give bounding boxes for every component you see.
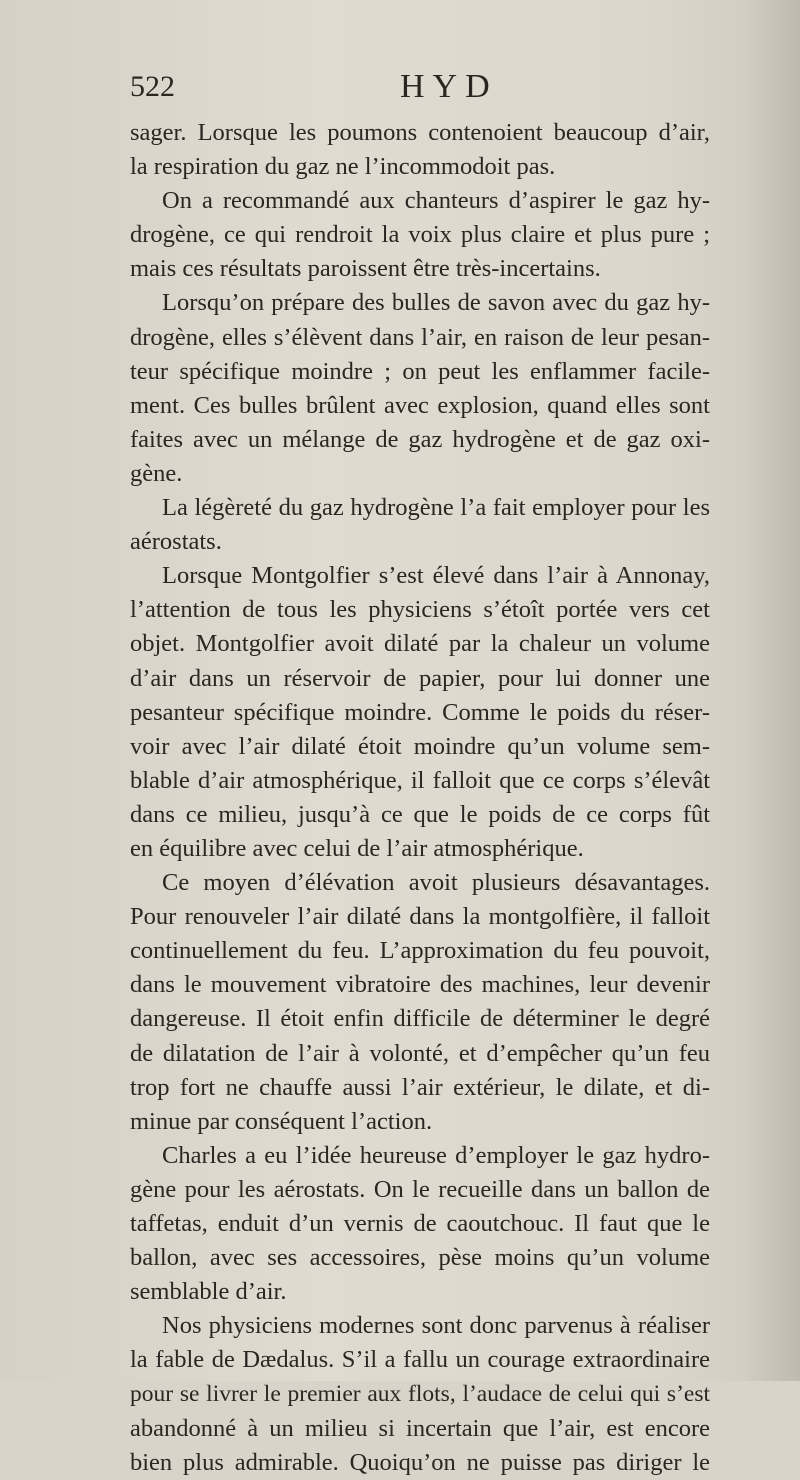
text-line: Lorsque Montgolfier s’est élevé dans l’air à Annonay, [162, 562, 710, 590]
page-edge-shadow [740, 0, 800, 1381]
text-line: Lorsqu’on prépare des bulles de savon avec du gaz hy- [162, 289, 710, 317]
text-line: bien plus admirable. Quoiqu’on ne puisse pas diriger le [130, 1448, 710, 1476]
text-line: blable d’air atmosphérique, il falloit que ce corps s’élevât [130, 766, 710, 794]
text-line: ballon, avec ses accessoires, pèse moins qu’un volume [130, 1244, 710, 1272]
text-line: gène. [130, 459, 183, 487]
text-line: continuellement du feu. L’approximation du feu pouvoit, [130, 937, 710, 965]
text-line: taffetas, enduit d’un vernis de caoutchouc. Il faut que le [130, 1210, 710, 1237]
text-line: pour se livrer le premier aux flots, l’audace de celui qui s’est [130, 1381, 710, 1408]
text-line: en équilibre avec celui de l’air atmosphérique. [130, 834, 584, 862]
text-line: voir avec l’air dilaté étoit moindre qu’un volume sem- [130, 732, 710, 760]
text-line: aérostats. [130, 528, 222, 556]
text-line: ment. Ces bulles brûlent avec explosion, quand elles sont [130, 391, 710, 419]
text-line: mais ces résultats paroissent être très-incertains. [130, 255, 601, 283]
text-line: drogène, elles s’élèvent dans l’air, en raison de leur pesan- [130, 323, 710, 351]
text-line: drogène, ce qui rendroit la voix plus claire et plus pure ; [130, 221, 710, 249]
text-line: d’air dans un réservoir de papier, pour lui donner une [130, 664, 710, 692]
text-line: de dilatation de l’air à volonté, et d’empêcher qu’un feu [130, 1039, 710, 1067]
text-line: Ce moyen d’élévation avoit plusieurs désavantages. [162, 869, 710, 897]
text-line: Nos physiciens modernes sont donc parvenus à réaliser [162, 1312, 710, 1340]
body-text [130, 116, 710, 1480]
text-line: teur spécifique moindre ; on peut les enflammer facile- [130, 357, 710, 385]
text-line: faites avec un mélange de gaz hydrogène et de gaz oxi- [130, 425, 710, 453]
text-line: dans ce milieu, jusqu’à ce que le poids de ce corps fût [130, 800, 710, 828]
text-line: sager. Lorsque les poumons contenoient beaucoup d’air, [130, 119, 710, 146]
page-number: 522 [130, 70, 175, 103]
text-line: objet. Montgolfier avoit dilaté par la chaleur un volume [130, 630, 710, 658]
text-line: dans le mouvement vibratoire des machines, leur devenir [130, 971, 710, 999]
text-line: abandonné à un milieu si incertain que l’air, est encore [130, 1414, 710, 1442]
running-head: HYD [400, 68, 498, 105]
text-line: dangereuse. Il étoit enfin difficile de déterminer le degré [130, 1005, 710, 1033]
text-line: la respiration du gaz ne l’incommodoit pas. [130, 153, 556, 181]
page-header [130, 70, 710, 116]
text-line: La légèreté du gaz hydrogène l’a fait employer pour les [162, 494, 710, 522]
text-line: trop fort ne chauffe aussi l’air extérieur, le dilate, et di- [130, 1073, 710, 1101]
text-line: Pour renouveler l’air dilaté dans la montgolfière, il falloit [130, 903, 710, 931]
text-line: minue par conséquent l’action. [130, 1107, 433, 1135]
text-line: gène pour les aérostats. On le recueille dans un ballon de [130, 1175, 710, 1203]
text-line: l’attention de tous les physiciens s’étoît portée vers cet [130, 596, 710, 624]
text-line: On a recommandé aux chanteurs d’aspirer le gaz hy- [162, 187, 710, 215]
text-line: pesanteur spécifique moindre. Comme le poids du réser- [130, 698, 710, 726]
text-line: Charles a eu l’idée heureuse d’employer le gaz hydro- [162, 1141, 710, 1169]
text-line: la fable de Dædalus. S’il a fallu un courage extraordinaire [130, 1346, 710, 1374]
text-line: semblable d’air. [130, 1278, 287, 1306]
